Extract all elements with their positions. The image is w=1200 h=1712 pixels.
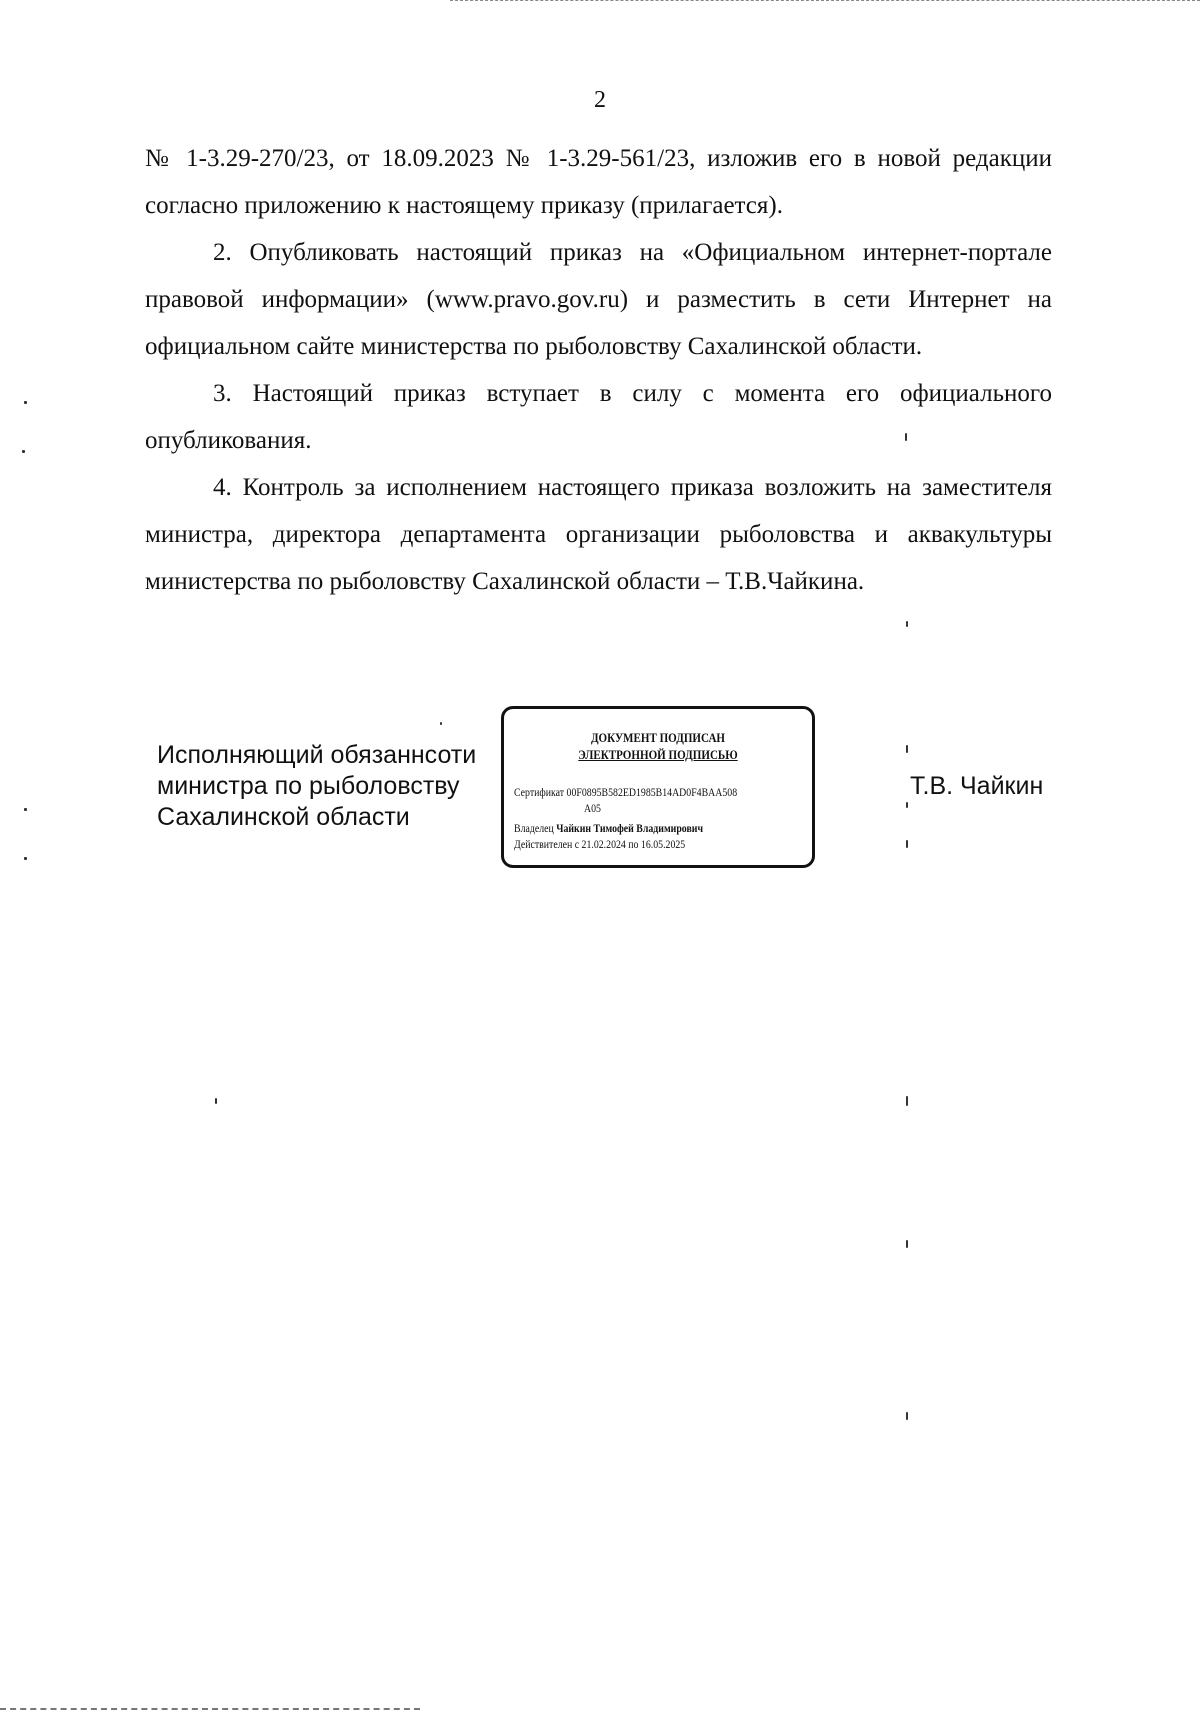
stamp-title-line: ЭЛЕКТРОННОЙ ПОДПИСЬЮ [578, 747, 738, 762]
owner-value: Чайкин Тимофей Владимирович [556, 821, 704, 835]
scan-speck [906, 1240, 908, 1248]
stamp-title [527, 729, 789, 763]
certificate-label: Сертификат [514, 785, 565, 799]
scan-speck [215, 1098, 217, 1104]
stamp-certificate-cont: A05 [584, 801, 601, 815]
scan-speck [906, 802, 908, 808]
e-signature-stamp [501, 706, 815, 868]
body-text [145, 135, 1052, 605]
scan-speck [906, 621, 908, 627]
stamp-title-line: ДОКУМЕНТ ПОДПИСАН [590, 730, 726, 745]
stamp-certificate [514, 785, 737, 799]
paragraph-control: 4. Контроль за исполнением настоящего приказа возложить на заместителя министра, директора департамента организации рыболовства и аквакультуры министерства по рыболовству Сахалинской области – Т.В.Чайкина. [145, 474, 1052, 595]
scan-speck [24, 401, 27, 404]
scan-speck [440, 722, 442, 725]
scan-edge-bottom [0, 1708, 420, 1711]
stamp-owner [514, 821, 703, 835]
scan-speck [24, 808, 27, 811]
signatory-position-line: Сахалинской области [157, 803, 410, 831]
owner-label: Владелец [514, 821, 554, 835]
certificate-value: 00F0895B582ED1985B14AD0F4BAA508 [566, 785, 738, 799]
scan-speck [906, 840, 908, 848]
scan-speck [905, 433, 907, 441]
paragraph-publish: 2. Опубликовать настоящий приказ на «Официальном интернет-портале правовой информации» (www.pravo.gov.ru) и разместить в сети Интернет на официальном сайте министерства по рыболовству Сахалинской области. [145, 239, 1052, 360]
page-number: 2 [594, 87, 606, 113]
stamp-validity: Действителен с 21.02.2024 по 16.05.2025 [514, 837, 686, 851]
signatory-name: Т.В. Чайкин [910, 772, 1044, 800]
scan-speck [906, 745, 908, 753]
signatory-position [157, 740, 497, 833]
scan-edge-top [450, 0, 1200, 2]
scan-speck [24, 857, 27, 860]
scan-speck [22, 450, 25, 453]
paragraph-effective: 3. Настоящий приказ вступает в силу с момента его официального опубликования. [145, 380, 1052, 454]
signatory-position-line: министра по рыболовству [157, 772, 460, 800]
paragraph-continuation: № 1-3.29-270/23, от 18.09.2023 № 1-3.29-561/23, изложив его в новой редакции согласно приложению к настоящему приказу (прилагается). [145, 145, 1052, 219]
signatory-position-line: Исполняющий обязаннсоти [157, 741, 477, 769]
scan-speck [906, 1412, 908, 1420]
scan-speck [906, 1096, 908, 1106]
